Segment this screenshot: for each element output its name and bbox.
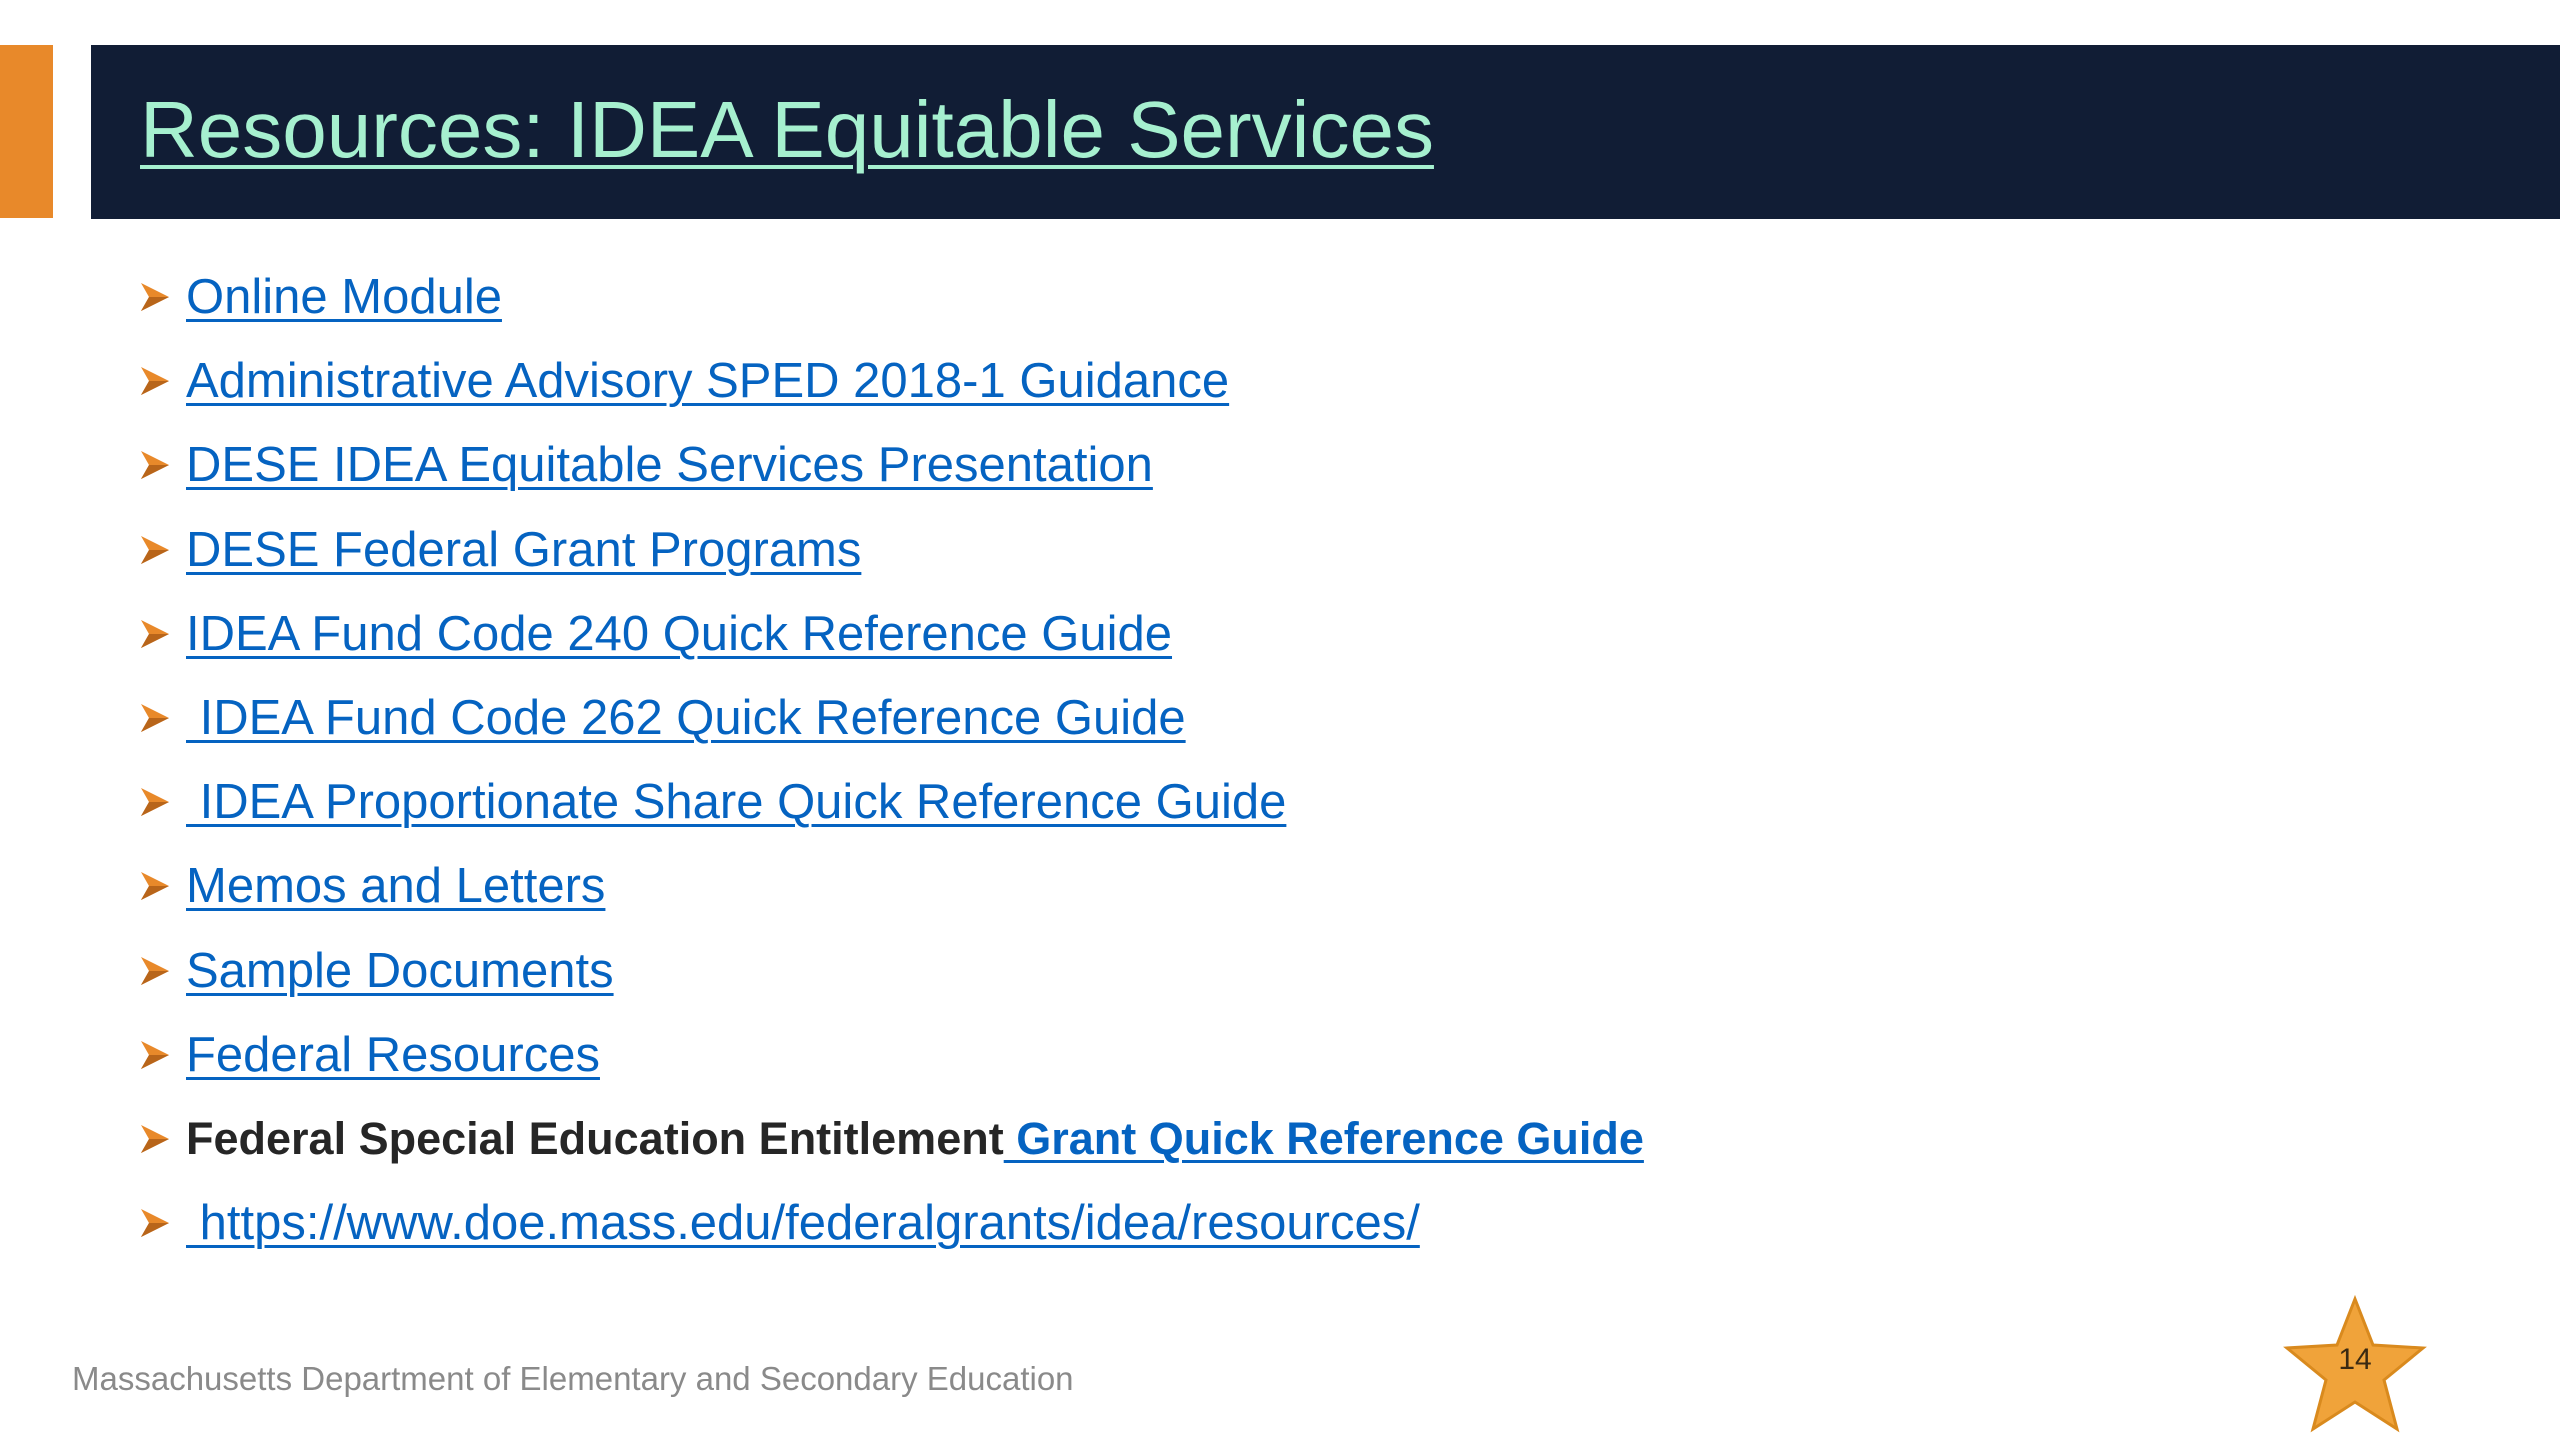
list-item-federal-resources: [138, 1013, 1644, 1097]
footer-organization: Massachusetts Department of Elementary and Secondary Education: [72, 1360, 1074, 1397]
link-grant-quick-reference-guide[interactable]: Grant Quick Reference Guide: [1003, 1112, 1644, 1164]
link-sample-documents[interactable]: Sample Documents: [186, 943, 614, 998]
link-resources-url[interactable]: https://www.doe.mass.edu/federalgrants/idea/resources/: [186, 1196, 1420, 1251]
arrowhead-bullet-icon: [138, 614, 186, 654]
accent-bar: [0, 45, 53, 218]
link-federal-resources[interactable]: Federal Resources: [186, 1027, 600, 1082]
list-item-fund-code-240: [138, 592, 1644, 676]
entitlement-label: Federal Special Education Entitlement: [186, 1112, 1004, 1164]
arrowhead-bullet-icon: [138, 951, 186, 991]
link-memos-and-letters[interactable]: Memos and Letters: [186, 859, 606, 914]
link-proportionate-share[interactable]: IDEA Proportionate Share Quick Reference Guide: [186, 775, 1287, 830]
link-fund-code-262[interactable]: IDEA Fund Code 262 Quick Reference Guide: [186, 691, 1186, 746]
arrowhead-bullet-icon: [138, 782, 186, 822]
link-fund-code-240[interactable]: IDEA Fund Code 240 Quick Reference Guide: [186, 606, 1173, 661]
arrowhead-bullet-icon: [138, 1119, 186, 1159]
arrowhead-bullet-icon: [138, 530, 186, 570]
link-equitable-services-presentation[interactable]: DESE IDEA Equitable Services Presentation: [186, 438, 1153, 493]
arrowhead-bullet-icon: [138, 698, 186, 738]
list-item-memos-and-letters: [138, 844, 1644, 928]
list-item-federal-grant-programs: [138, 508, 1644, 592]
link-online-module[interactable]: Online Module: [186, 270, 502, 325]
resource-list: [138, 255, 1644, 1265]
list-item-entitlement-guide: [138, 1097, 1644, 1181]
arrowhead-bullet-icon: [138, 445, 186, 485]
slide-title[interactable]: Resources: IDEA Equitable Services: [140, 85, 1434, 174]
arrowhead-bullet-icon: [138, 1203, 186, 1243]
list-item-equitable-services-presentation: [138, 423, 1644, 507]
link-federal-grant-programs[interactable]: DESE Federal Grant Programs: [186, 522, 862, 577]
arrowhead-bullet-icon: [138, 361, 186, 401]
arrowhead-bullet-icon: [138, 277, 186, 317]
list-item-sample-documents: [138, 929, 1644, 1013]
list-item-resources-url: [138, 1181, 1644, 1265]
page-number: 14: [2338, 1343, 2372, 1376]
page-badge: [2280, 1295, 2430, 1435]
list-item-fund-code-262: [138, 676, 1644, 760]
list-item-administrative-advisory: [138, 339, 1644, 423]
arrowhead-bullet-icon: [138, 1035, 186, 1075]
link-administrative-advisory[interactable]: Administrative Advisory SPED 2018-1 Guidance: [186, 354, 1230, 409]
list-item-proportionate-share: [138, 760, 1644, 844]
arrowhead-bullet-icon: [138, 866, 186, 906]
list-item-online-module: [138, 255, 1644, 339]
